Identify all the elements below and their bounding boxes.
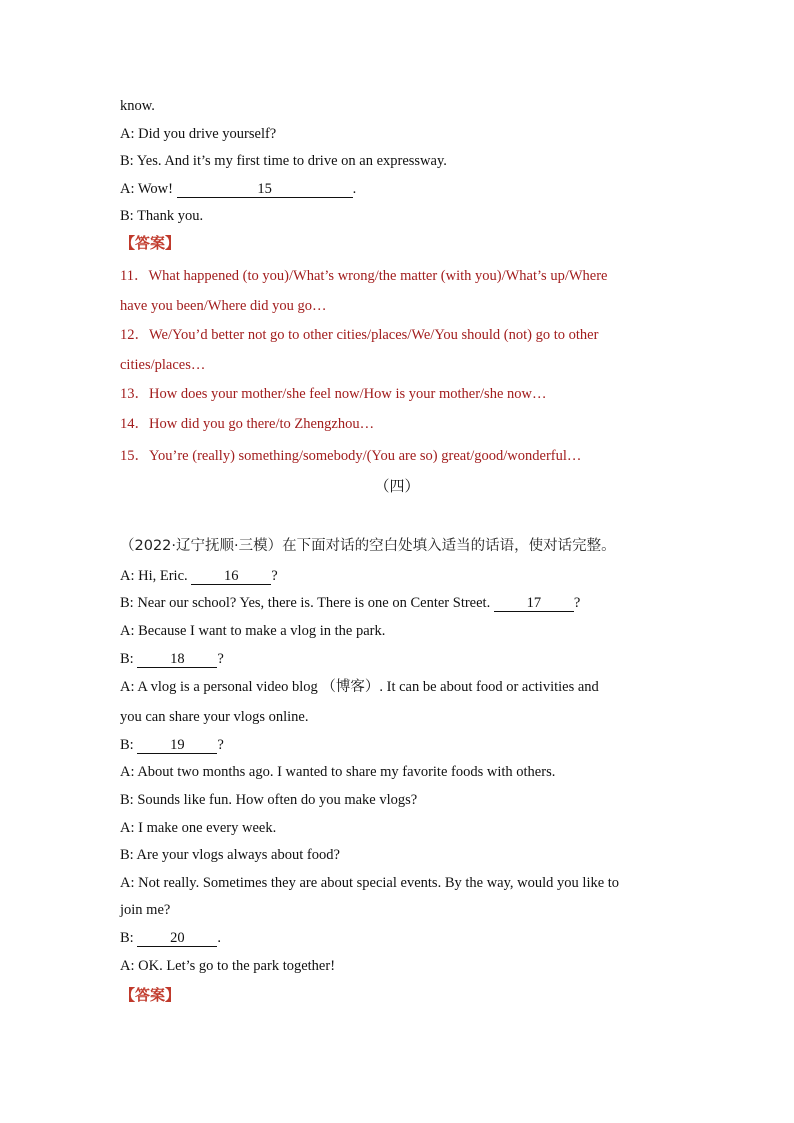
dialog-text: B:	[120, 651, 138, 667]
answer-12-cont: cities/places…	[120, 357, 206, 373]
dialog-line: A: A vlog is a personal video blog （博客）. It can be about food or activities and	[120, 679, 599, 695]
answer-12: 12．We/You’d better not go to other cities/places/We/You should (not) go to other	[120, 327, 599, 343]
dialog-line-cont: you can share your vlogs online.	[120, 709, 309, 725]
dialog-line: B: Are your vlogs always about food?	[120, 847, 340, 863]
dialog-text: B:	[120, 737, 138, 753]
dialog-line-blank-16	[120, 566, 278, 586]
dialog-line: B: Yes. And it’s my first time to drive on an expressway.	[120, 153, 447, 169]
answer-11: 11．What happened (to you)/What’s wrong/the matter (with you)/What’s up/Where	[120, 268, 608, 284]
dialog-line-blank-18	[120, 649, 224, 669]
dialog-text: .	[217, 930, 221, 946]
section-title: （四）	[374, 477, 420, 495]
dialog-line: know.	[120, 98, 155, 114]
dialog-line-blank-20	[120, 928, 221, 948]
dialog-text: ?	[217, 651, 224, 667]
blank-18[interactable]: 18	[137, 651, 217, 668]
dialog-text: .	[352, 181, 357, 197]
answer-14: 14．How did you go there/to Zhengzhou…	[120, 416, 375, 432]
dialog-line: B: Sounds like fun. How often do you make vlogs?	[120, 792, 418, 808]
dialog-line: A: Not really. Sometimes they are about special events. By the way, would you like to	[120, 875, 620, 891]
dialog-line: A: I make one every week.	[120, 820, 277, 836]
dialog-line-cont: join me?	[120, 902, 171, 918]
dialog-line-blank-19	[120, 735, 224, 755]
blank-15[interactable]: 15	[177, 181, 353, 198]
dialog-line: A: Did you drive yourself?	[120, 126, 277, 142]
dialog-line-blank-17	[120, 593, 580, 613]
dialog-line: A: Because I want to make a vlog in the park.	[120, 623, 386, 639]
dialog-line: A: OK. Let’s go to the park together!	[120, 958, 336, 974]
answer-13: 13．How does your mother/she feel now/How is your mother/she now…	[120, 386, 547, 402]
answer-heading: 【答案】	[120, 986, 181, 1004]
dialog-line-blank-15	[120, 179, 356, 199]
dialog-line: A: About two months ago. I wanted to share my favorite foods with others.	[120, 764, 556, 780]
dialog-text: ?	[217, 737, 224, 753]
blank-20[interactable]: 20	[137, 930, 217, 947]
blank-17[interactable]: 17	[494, 595, 574, 612]
dialog-line: B: Thank you.	[120, 208, 204, 224]
dialog-text: A: Hi, Eric.	[120, 568, 192, 584]
dialog-text: A: Wow!	[120, 181, 177, 197]
dialog-text: ?	[573, 595, 581, 611]
dialog-text: B:	[120, 930, 138, 946]
answer-11-cont: have you been/Where did you go…	[120, 298, 327, 314]
answer-heading: 【答案】	[120, 234, 181, 252]
question-intro: （2022·辽宁抚顺·三模）在下面对话的空白处填入适当的话语，使对话完整。	[120, 538, 616, 554]
blank-16[interactable]: 16	[191, 568, 271, 585]
dialog-text: ?	[271, 568, 278, 584]
dialog-text: B: Near our school? Yes, there is. There is one on Center Street.	[120, 595, 494, 611]
answer-15: 15．You’re (really) something/somebody/(You are so) great/good/wonderful…	[120, 448, 582, 464]
blank-19[interactable]: 19	[137, 737, 217, 754]
